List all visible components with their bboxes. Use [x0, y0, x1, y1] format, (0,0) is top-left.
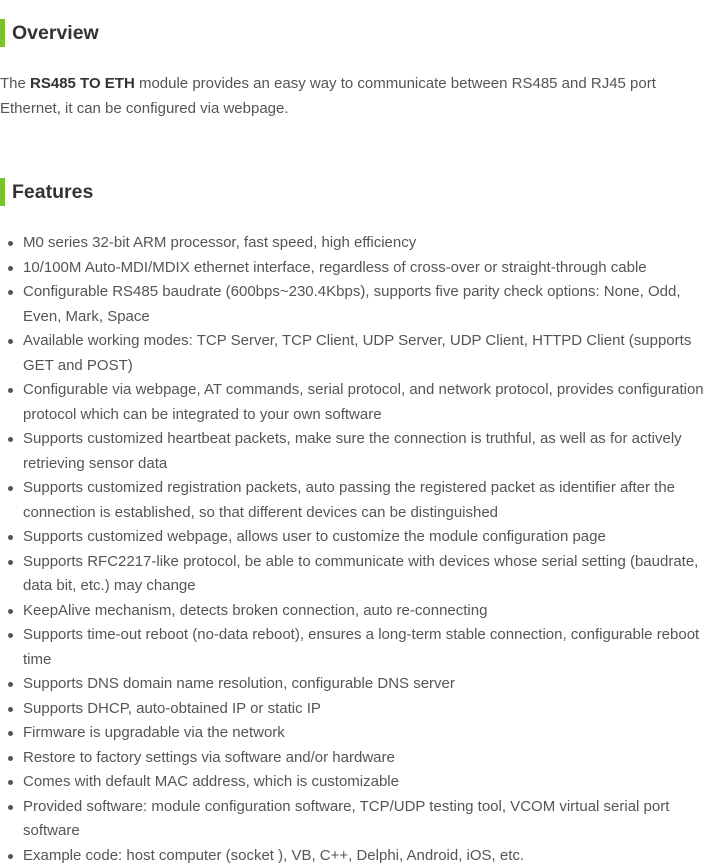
feature-item: Configurable RS485 baudrate (600bps~230.4Kbps), supports five parity check options: None, Odd, Even, Mark, Space	[0, 280, 716, 329]
features-heading: Features	[0, 178, 93, 206]
feature-item: Available working modes: TCP Server, TCP Client, UDP Server, UDP Client, HTTPD Client (supports GET and POST)	[0, 329, 716, 378]
feature-item: Supports customized registration packets, auto passing the registered packet as identifier after the connection is established, so that different devices can be distinguished	[0, 476, 716, 525]
feature-item: Example code: host computer (socket ), VB, C++, Delphi, Android, iOS, etc.	[0, 844, 716, 868]
feature-item: 10/100M Auto-MDI/MDIX ethernet interface, regardless of cross-over or straight-through cable	[0, 256, 716, 281]
feature-item: Configurable via webpage, AT commands, serial protocol, and network protocol, provides configuration protocol which can be integrated to your own software	[0, 378, 716, 427]
feature-item: Restore to factory settings via software and/or hardware	[0, 746, 716, 771]
feature-item: Supports DNS domain name resolution, configurable DNS server	[0, 672, 716, 697]
intro-prefix: The	[0, 75, 30, 92]
feature-item: Supports DHCP, auto-obtained IP or static IP	[0, 697, 716, 722]
feature-item: Comes with default MAC address, which is customizable	[0, 770, 716, 795]
feature-item: Provided software: module configuration software, TCP/UDP testing tool, VCOM virtual serial port software	[0, 795, 716, 844]
feature-item: Firmware is upgradable via the network	[0, 721, 716, 746]
feature-item: KeepAlive mechanism, detects broken connection, auto re-connecting	[0, 599, 716, 624]
overview-heading: Overview	[0, 19, 99, 47]
feature-item: Supports time-out reboot (no-data reboot), ensures a long-term stable connection, configurable reboot time	[0, 623, 716, 672]
overview-intro	[0, 72, 716, 121]
feature-item: Supports customized heartbeat packets, make sure the connection is truthful, as well as for actively retrieving sensor data	[0, 427, 716, 476]
feature-item: M0 series 32-bit ARM processor, fast speed, high efficiency	[0, 231, 716, 256]
intro-suffix: module provides an easy way to communicate between RS485 and RJ45 port Ethernet, it can be configured via webpage.	[0, 75, 656, 117]
product-name: RS485 TO ETH	[30, 75, 135, 92]
feature-item: Supports customized webpage, allows user to customize the module configuration page	[0, 525, 716, 550]
features-list	[0, 231, 716, 868]
feature-item: Supports RFC2217-like protocol, be able to communicate with devices whose serial setting (baudrate, data bit, etc.) may change	[0, 550, 716, 599]
